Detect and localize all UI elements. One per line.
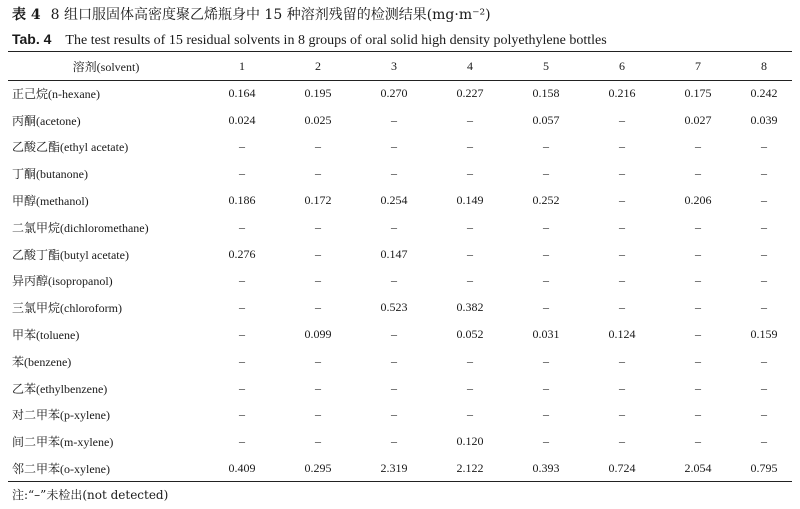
value-cell: –	[543, 246, 549, 261]
value-cell: –	[619, 166, 625, 181]
value-cell: 0.099	[304, 327, 332, 342]
value-cell: 0.393	[532, 461, 560, 476]
value-cell: –	[619, 380, 625, 395]
table-row	[8, 455, 792, 482]
value-cell: 0.024	[228, 112, 256, 127]
solvent-name-cell: 丁酮(butanone)	[12, 167, 88, 182]
value-cell: 0.252	[532, 193, 560, 208]
value-cell: 0.724	[608, 461, 636, 476]
value-cell: 0.175	[684, 85, 712, 100]
value-cell: –	[391, 139, 397, 154]
solvent-name-cell: 正己烷(n-hexane)	[12, 86, 100, 101]
value-cell: –	[391, 327, 397, 342]
value-cell: –	[619, 407, 625, 422]
value-cell: –	[467, 353, 473, 368]
value-cell: –	[315, 219, 321, 234]
solvent-name-cell: 二氯甲烷(dichloromethane)	[12, 220, 149, 235]
value-cell: –	[315, 434, 321, 449]
value-cell: –	[761, 353, 767, 368]
table-row	[8, 321, 792, 348]
value-cell: –	[239, 300, 245, 315]
column-header-group: 6	[619, 59, 625, 73]
value-cell: –	[467, 273, 473, 288]
value-cell: –	[695, 434, 701, 449]
value-cell: –	[391, 434, 397, 449]
table-label-cn: 表 4	[12, 7, 41, 23]
solvent-name-cell: 乙酸乙酯(ethyl acetate)	[12, 140, 129, 155]
value-cell: –	[391, 112, 397, 127]
value-cell: 0.409	[228, 461, 256, 476]
value-cell: 0.242	[750, 85, 778, 100]
column-header-group: 7	[695, 59, 701, 73]
value-cell: –	[619, 112, 625, 127]
table-title-cn: 8 组口服固体高密度聚乙烯瓶身中 15 种溶剂残留的检测结果(mg·m⁻²)	[50, 7, 491, 23]
value-cell: –	[239, 353, 245, 368]
value-cell: 2.319	[380, 461, 408, 476]
column-header-solvent: 溶剂(solvent)	[72, 60, 140, 74]
value-cell: –	[315, 380, 321, 395]
column-header-group: 5	[543, 59, 549, 73]
value-cell: –	[695, 246, 701, 261]
table-label-en: Tab. 4	[12, 31, 52, 47]
value-cell: 0.164	[228, 85, 256, 100]
value-cell: –	[239, 434, 245, 449]
value-cell: 0.147	[380, 246, 408, 261]
value-cell: –	[619, 273, 625, 288]
value-cell: –	[619, 353, 625, 368]
value-cell: –	[761, 273, 767, 288]
value-cell: –	[695, 166, 701, 181]
table-row	[8, 375, 792, 402]
value-cell: –	[239, 273, 245, 288]
value-cell: –	[239, 219, 245, 234]
value-cell: 0.523	[380, 300, 408, 315]
solvent-name-cell: 对二甲苯(p-xylene)	[12, 408, 110, 423]
solvent-name-cell: 甲苯(toluene)	[12, 328, 80, 343]
value-cell: –	[315, 407, 321, 422]
value-cell: –	[695, 353, 701, 368]
value-cell: –	[391, 407, 397, 422]
value-cell: –	[543, 407, 549, 422]
value-cell: 0.795	[750, 461, 778, 476]
value-cell: –	[391, 353, 397, 368]
value-cell: –	[315, 300, 321, 315]
value-cell: 0.254	[380, 193, 408, 208]
value-cell: –	[619, 219, 625, 234]
solvent-name-cell: 丙酮(acetone)	[12, 113, 81, 128]
value-cell: –	[543, 300, 549, 315]
table-row	[8, 402, 792, 429]
solvent-name-cell: 邻二甲苯(o-xylene)	[12, 462, 110, 477]
value-cell: 0.270	[380, 85, 408, 100]
value-cell: –	[695, 219, 701, 234]
value-cell: –	[543, 219, 549, 234]
value-cell: –	[619, 300, 625, 315]
value-cell: –	[467, 139, 473, 154]
value-cell: 0.124	[608, 327, 636, 342]
solvent-name-cell: 甲醇(methanol)	[12, 194, 89, 209]
value-cell: –	[315, 166, 321, 181]
table-caption-en	[12, 30, 607, 50]
solvent-name-cell: 间二甲苯(m-xylene)	[12, 435, 114, 450]
value-cell: –	[695, 300, 701, 315]
value-cell: 0.206	[684, 193, 712, 208]
value-cell: –	[467, 112, 473, 127]
value-cell: –	[467, 166, 473, 181]
value-cell: 0.295	[304, 461, 332, 476]
value-cell: –	[239, 407, 245, 422]
column-header-group: 2	[315, 59, 321, 73]
table-header-row	[8, 53, 792, 80]
results-table	[8, 53, 792, 482]
value-cell: –	[543, 273, 549, 288]
table-row	[8, 160, 792, 187]
solvent-name-cell: 三氯甲烷(chloroform)	[12, 301, 122, 316]
value-cell: –	[315, 139, 321, 154]
value-cell: –	[761, 219, 767, 234]
solvent-name-cell: 乙酸丁酯(butyl acetate)	[12, 247, 129, 262]
value-cell: –	[619, 434, 625, 449]
value-cell: –	[619, 139, 625, 154]
value-cell: 0.052	[456, 327, 484, 342]
value-cell: –	[761, 246, 767, 261]
value-cell: 0.195	[304, 85, 332, 100]
value-cell: –	[315, 273, 321, 288]
value-cell: –	[695, 327, 701, 342]
table-row	[8, 107, 792, 134]
value-cell: –	[619, 193, 625, 208]
value-cell: 0.186	[228, 193, 256, 208]
value-cell: –	[239, 166, 245, 181]
value-cell: –	[239, 380, 245, 395]
value-cell: 0.057	[532, 112, 560, 127]
value-cell: –	[315, 246, 321, 261]
table-body	[8, 80, 792, 482]
column-header-group: 3	[391, 59, 397, 73]
value-cell: 0.172	[304, 193, 332, 208]
value-cell: 0.149	[456, 193, 484, 208]
value-cell: 0.382	[456, 300, 484, 315]
value-cell: 0.031	[532, 327, 560, 342]
value-cell: –	[467, 407, 473, 422]
value-cell: –	[761, 193, 767, 208]
column-header-group: 8	[761, 59, 767, 73]
value-cell: 0.027	[684, 112, 712, 127]
value-cell: –	[543, 166, 549, 181]
value-cell: –	[543, 353, 549, 368]
value-cell: –	[761, 166, 767, 181]
value-cell: –	[619, 246, 625, 261]
value-cell: 2.054	[684, 461, 712, 476]
value-cell: –	[695, 139, 701, 154]
value-cell: –	[761, 407, 767, 422]
value-cell: –	[761, 434, 767, 449]
table-row	[8, 241, 792, 268]
value-cell: –	[391, 273, 397, 288]
value-cell: 0.216	[608, 85, 636, 100]
value-cell: 0.120	[456, 434, 484, 449]
value-cell: 0.025	[304, 112, 332, 127]
value-cell: 0.039	[750, 112, 778, 127]
table-row	[8, 134, 792, 161]
value-cell: –	[761, 139, 767, 154]
table-caption-cn	[12, 6, 491, 24]
solvent-name-cell: 苯(benzene)	[12, 354, 72, 369]
value-cell: –	[467, 219, 473, 234]
table-row	[8, 187, 792, 214]
value-cell: 2.122	[456, 461, 484, 476]
value-cell: –	[695, 407, 701, 422]
value-cell: 0.276	[228, 246, 256, 261]
table-row	[8, 268, 792, 295]
value-cell: 0.227	[456, 85, 484, 100]
value-cell: –	[391, 219, 397, 234]
value-cell: –	[391, 380, 397, 395]
value-cell: –	[467, 246, 473, 261]
table-row	[8, 294, 792, 321]
value-cell: –	[239, 327, 245, 342]
top-rule	[8, 51, 792, 52]
column-header-group: 1	[239, 59, 245, 73]
value-cell: –	[239, 139, 245, 154]
table-footnote: 注:“–”未检出(not detected)	[12, 488, 169, 502]
value-cell: –	[543, 434, 549, 449]
table-row	[8, 214, 792, 241]
solvent-name-cell: 乙苯(ethylbenzene)	[12, 381, 108, 396]
value-cell: –	[761, 380, 767, 395]
value-cell: –	[695, 273, 701, 288]
table-row	[8, 80, 792, 107]
value-cell: –	[695, 380, 701, 395]
value-cell: 0.158	[532, 85, 560, 100]
value-cell: –	[761, 300, 767, 315]
table-row	[8, 428, 792, 455]
value-cell: –	[467, 380, 473, 395]
value-cell: 0.159	[750, 327, 778, 342]
value-cell: –	[543, 380, 549, 395]
value-cell: –	[391, 166, 397, 181]
solvent-name-cell: 异丙醇(isopropanol)	[12, 274, 113, 289]
value-cell: –	[543, 139, 549, 154]
value-cell: –	[315, 353, 321, 368]
table-title-en: The test results of 15 residual solvents in 8 groups of oral solid high density polyethylene bottles	[65, 33, 607, 48]
column-header-group: 4	[467, 59, 473, 73]
table-row	[8, 348, 792, 375]
